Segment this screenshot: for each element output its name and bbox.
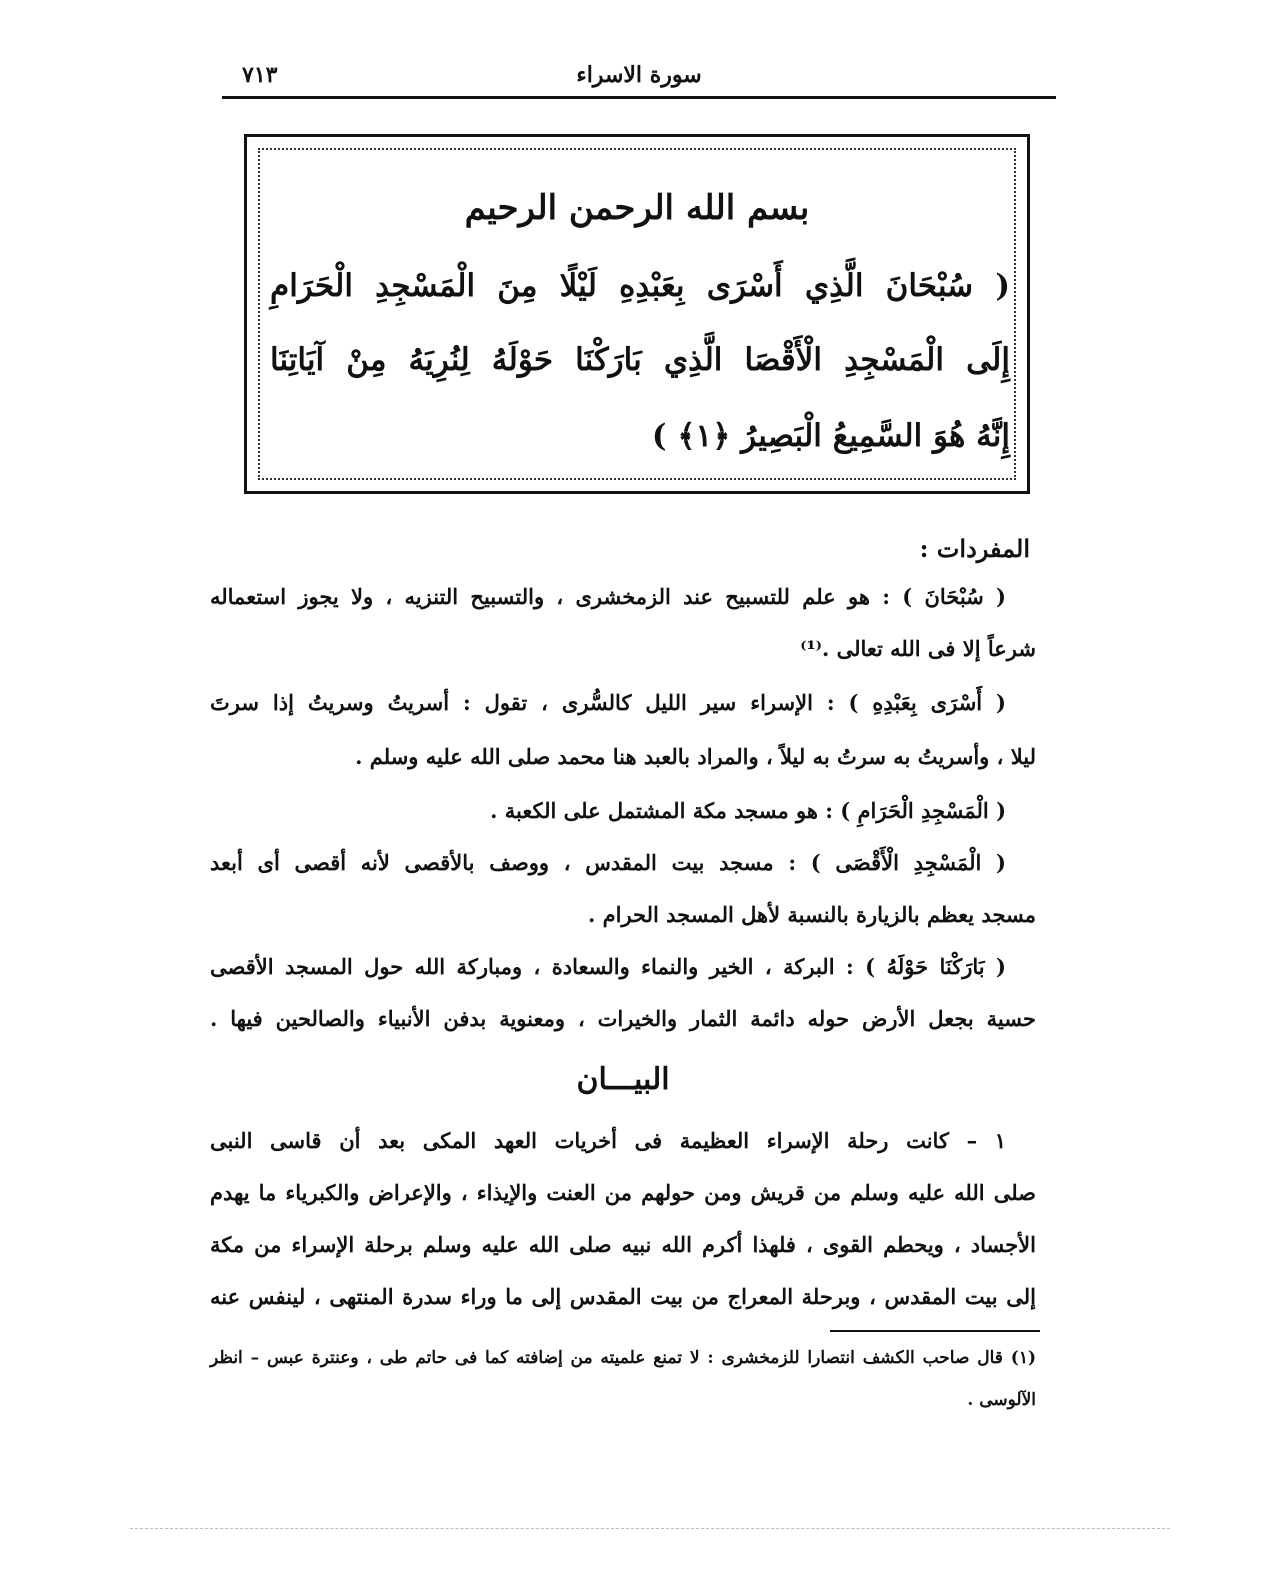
ayah-line-1: ( سُبْحَانَ الَّذِي أَسْرَى بِعَبْدِهِ لَيْلًا مِنَ الْمَسْجِدِ الْحَرَامِ bbox=[270, 268, 1010, 304]
vocab-line-2: شرعاً إلا فى الله تعالى .⁽¹⁾ bbox=[800, 636, 1036, 661]
bayan-line-1: ١ – كانت رحلة الإسراء العظيمة فى أخريات العهد المكى بعد أن قاسى النبى bbox=[210, 1128, 1006, 1153]
vocab-line-7: مسجد يعظم بالزيارة بالنسبة لأهل المسجد الحرام . bbox=[587, 902, 1036, 927]
vocab-line-5: ( الْمَسْجِدِ الْحَرَامِ ) : هو مسجد مكة المشتمل على الكعبة . bbox=[490, 798, 1006, 823]
footnote-line-2: الآلوسى . bbox=[967, 1390, 1036, 1410]
surah-title: سورة الاسراء bbox=[576, 62, 702, 88]
scan-edge bbox=[130, 1528, 1170, 1529]
vocabulary-title: المفردات : bbox=[919, 534, 1030, 563]
page-header bbox=[222, 62, 1056, 98]
bayan-line-4: إلى بيت المقدس ، وبرحلة المعراج من بيت المقدس إلى ما وراء سدرة المنتهى ، لينفس عنه bbox=[210, 1284, 1036, 1309]
vocab-line-1: ( سُبْحَانَ ) : هو علم للتسبيح عند الزمخشرى ، والتسبيح التنزيه ، ولا يجوز استعماله bbox=[210, 584, 1006, 609]
footnote-line-1: (١) قال صاحب الكشف انتصارا للزمخشرى : لا تمنع علميته من إضافته كما فى حاتم طى ، وعنترة عبس – انظر bbox=[210, 1348, 1036, 1368]
ayah-line-2: إِلَى الْمَسْجِدِ الْأَقْصَا الَّذِي بَارَكْنَا حَوْلَهُ لِنُرِيَهُ مِنْ آيَاتِنَا bbox=[270, 342, 1010, 378]
footnote-rule bbox=[830, 1330, 1040, 1332]
vocab-line-3: ( أَسْرَى بِعَبْدِهِ ) : الإسراء سير الليل كالسُّرى ، تقول : أسريتُ وسريتُ إذا سرتَ bbox=[210, 690, 1006, 715]
ayah-line-3: إِنَّهُ هُوَ السَّمِيعُ الْبَصِيرُ ﴿١﴾ ) bbox=[651, 418, 1010, 454]
vocab-line-6: ( الْمَسْجِدِ الْأَقْصَى ) : مسجد بيت المقدس ، ووصف بالأقصى لأنه أقصى أى أبعد bbox=[210, 850, 1006, 875]
vocab-line-4: ليلا ، وأسريتُ به سرتُ به ليلاً ، والمراد بالعبد هنا محمد صلى الله عليه وسلم . bbox=[355, 744, 1036, 769]
bayan-title: البيـــان bbox=[576, 1062, 670, 1097]
vocab-line-9: حسية بجعل الأرض حوله دائمة الثمار والخيرات ، ومعنوية بدفن الأنبياء والصالحين فيها . bbox=[210, 1006, 1036, 1031]
bayan-line-2: صلى الله عليه وسلم من قريش ومن حولهم من العنت والإيذاء ، والإعراض والكبرياء ما يهدم bbox=[210, 1180, 1036, 1205]
vocab-line-8: ( بَارَكْنَا حَوْلَهُ ) : البركة ، الخير والنماء والسعادة ، ومباركة الله حول المسجد الأقصى bbox=[210, 954, 1006, 979]
page-number: ٧١٣ bbox=[242, 62, 278, 88]
basmala: بسم الله الرحمن الرحيم bbox=[464, 188, 810, 228]
bayan-line-3: الأجساد ، ويحطم القوى ، فلهذا أكرم الله نبيه صلى الله عليه وسلم برحلة الإسراء من مكة bbox=[210, 1232, 1036, 1257]
header-rule bbox=[222, 96, 1056, 99]
